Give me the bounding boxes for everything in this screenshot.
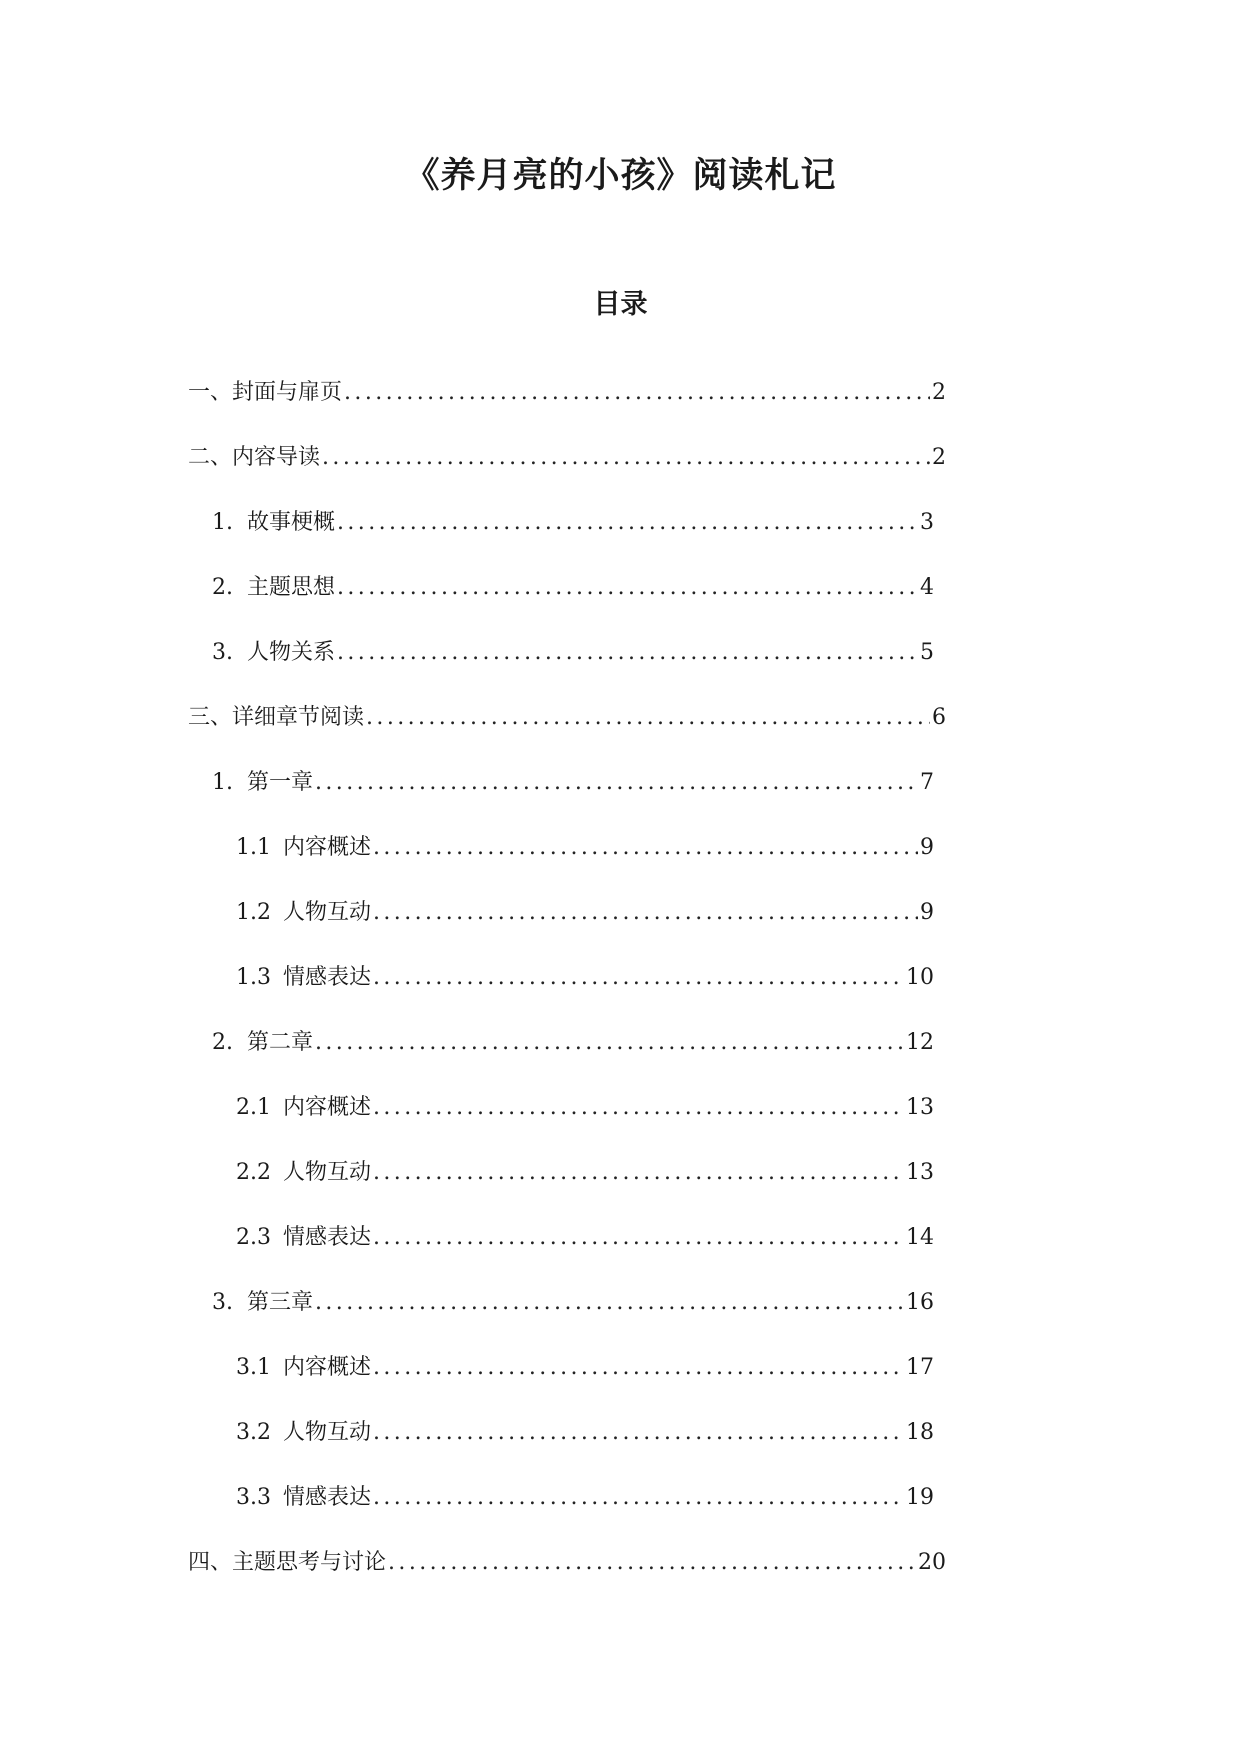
toc-entry-number: 1.1: [236, 835, 271, 860]
toc-entry-text: 内容概述: [283, 835, 372, 860]
toc-entry-text: 主题思想: [247, 575, 336, 600]
toc-leader-dots: [373, 898, 918, 928]
toc-entry-text: 情感表达: [283, 1225, 372, 1250]
toc-entry-text: 情感表达: [283, 965, 372, 990]
toc-leader-dots: [337, 638, 918, 668]
toc-entry-text: 第二章: [247, 1030, 314, 1055]
toc-entry[interactable]: [188, 703, 946, 733]
toc-entry-label: [236, 963, 371, 993]
toc-heading: 目录: [593, 289, 648, 320]
toc-entry[interactable]: [236, 898, 934, 928]
toc-entry-text: 人物关系: [247, 640, 336, 665]
toc-leader-dots: [315, 1028, 904, 1058]
toc-entry-number: 1.: [212, 510, 233, 535]
toc-entry-number: 3.3: [236, 1485, 271, 1510]
toc-entry-number: 一、: [188, 380, 233, 405]
toc-entry-label: [236, 1483, 371, 1513]
toc-entry[interactable]: [212, 1288, 934, 1318]
toc-leader-dots: [373, 833, 918, 863]
toc-leader-dots: [373, 1353, 904, 1383]
toc-entry-text: 人物互动: [283, 1420, 372, 1445]
toc-page-number: 6: [932, 705, 946, 730]
toc-entry-text: 故事梗概: [247, 510, 336, 535]
toc-leader-dots: [315, 768, 918, 798]
toc-page-number: 16: [906, 1290, 934, 1315]
toc-entry[interactable]: [212, 573, 934, 603]
toc-entry[interactable]: [236, 1223, 934, 1253]
toc-entry-label: [212, 638, 335, 668]
toc-entry-text: 详细章节阅读: [232, 705, 365, 730]
toc-leader-dots: [337, 508, 918, 538]
toc-page-number: 9: [920, 900, 934, 925]
toc-entry[interactable]: [236, 1483, 934, 1513]
toc-leader-dots: [366, 703, 930, 733]
toc-entry-label: [212, 573, 335, 603]
toc-entry-text: 封面与扉页: [232, 380, 343, 405]
toc-page-number: 13: [906, 1095, 934, 1120]
toc-entry[interactable]: [188, 443, 946, 473]
toc-page-number: 18: [906, 1420, 934, 1445]
toc-entry-text: 第一章: [247, 770, 314, 795]
toc-page-number: 2: [932, 445, 946, 470]
toc-entry[interactable]: [212, 638, 934, 668]
toc-entry-label: [188, 378, 342, 408]
toc-entry-label: [236, 1158, 371, 1188]
toc-entry[interactable]: [236, 963, 934, 993]
toc-entry-text: 第三章: [247, 1290, 314, 1315]
toc-entry-number: 1.3: [236, 965, 271, 990]
toc-entry-text: 人物互动: [283, 900, 372, 925]
toc-entry-label: [212, 1288, 313, 1318]
toc-entry-text: 情感表达: [283, 1485, 372, 1510]
toc-entry-label: [212, 1028, 313, 1058]
toc-entry-number: 2.3: [236, 1225, 271, 1250]
toc-entry-label: [188, 443, 320, 473]
toc-leader-dots: [373, 1418, 904, 1448]
toc-entry-label: [236, 898, 371, 928]
toc-entry-number: 1.: [212, 770, 233, 795]
toc-entry[interactable]: [236, 1418, 934, 1448]
toc-entry-number: 2.: [212, 575, 233, 600]
toc-entry-label: [236, 1418, 371, 1448]
toc-page-number: 10: [906, 965, 934, 990]
toc-leader-dots: [373, 1483, 904, 1513]
toc-leader-dots: [344, 378, 930, 408]
toc-entry[interactable]: [212, 508, 934, 538]
toc-entry-number: 四、: [188, 1550, 233, 1575]
toc-entry[interactable]: [236, 833, 934, 863]
toc-leader-dots: [373, 963, 904, 993]
toc-entry-number: 2.2: [236, 1160, 271, 1185]
toc-entry[interactable]: [188, 378, 946, 408]
toc-page-number: 12: [906, 1030, 934, 1055]
toc-leader-dots: [373, 1223, 904, 1253]
toc-entry-text: 人物互动: [283, 1160, 372, 1185]
toc-page-number: 9: [920, 835, 934, 860]
toc-leader-dots: [373, 1093, 904, 1123]
toc-entry-label: [236, 833, 371, 863]
toc-entry-label: [236, 1223, 371, 1253]
toc-entry-label: [212, 508, 335, 538]
toc-entry-number: 3.: [212, 1290, 233, 1315]
toc-entry-text: 内容概述: [283, 1095, 372, 1120]
document-title: 《养月亮的小孩》阅读札记: [404, 155, 837, 196]
toc-entry[interactable]: [236, 1353, 934, 1383]
toc-entry-label: [188, 703, 364, 733]
toc-entry-number: 二、: [188, 445, 233, 470]
toc-page-number: 13: [906, 1160, 934, 1185]
toc-entry-number: 3.1: [236, 1355, 271, 1380]
toc-entry-label: [188, 1548, 386, 1578]
toc-entry-label: [236, 1093, 371, 1123]
toc-entry-number: 3.2: [236, 1420, 271, 1445]
toc-page-number: 14: [906, 1225, 934, 1250]
toc-page-number: 2: [932, 380, 946, 405]
toc-page-number: 19: [906, 1485, 934, 1510]
toc-entry-number: 2.1: [236, 1095, 271, 1120]
toc-entry-number: 2.: [212, 1030, 233, 1055]
toc-entry-number: 1.2: [236, 900, 271, 925]
toc-page-number: 3: [920, 510, 934, 535]
toc-page-number: 4: [920, 575, 934, 600]
toc-page-number: 5: [920, 640, 934, 665]
toc-leader-dots: [322, 443, 930, 473]
toc-entry-number: 三、: [188, 705, 233, 730]
toc-page-number: 17: [906, 1355, 934, 1380]
toc-page-number: 20: [918, 1550, 946, 1575]
toc-leader-dots: [337, 573, 918, 603]
toc-page-number: 7: [920, 770, 934, 795]
toc-leader-dots: [373, 1158, 904, 1188]
toc-entry-label: [236, 1353, 371, 1383]
toc-entry[interactable]: [236, 1158, 934, 1188]
toc-entry[interactable]: [212, 768, 934, 798]
toc-leader-dots: [388, 1548, 916, 1578]
toc-entry-number: 3.: [212, 640, 233, 665]
toc-leader-dots: [315, 1288, 904, 1318]
toc-entry-text: 内容导读: [232, 445, 321, 470]
toc-entry[interactable]: [188, 1548, 946, 1578]
toc-entry-text: 内容概述: [283, 1355, 372, 1380]
toc-entry[interactable]: [236, 1093, 934, 1123]
toc-entry-label: [212, 768, 313, 798]
toc-entry[interactable]: [212, 1028, 934, 1058]
toc-entry-text: 主题思考与讨论: [232, 1550, 387, 1575]
